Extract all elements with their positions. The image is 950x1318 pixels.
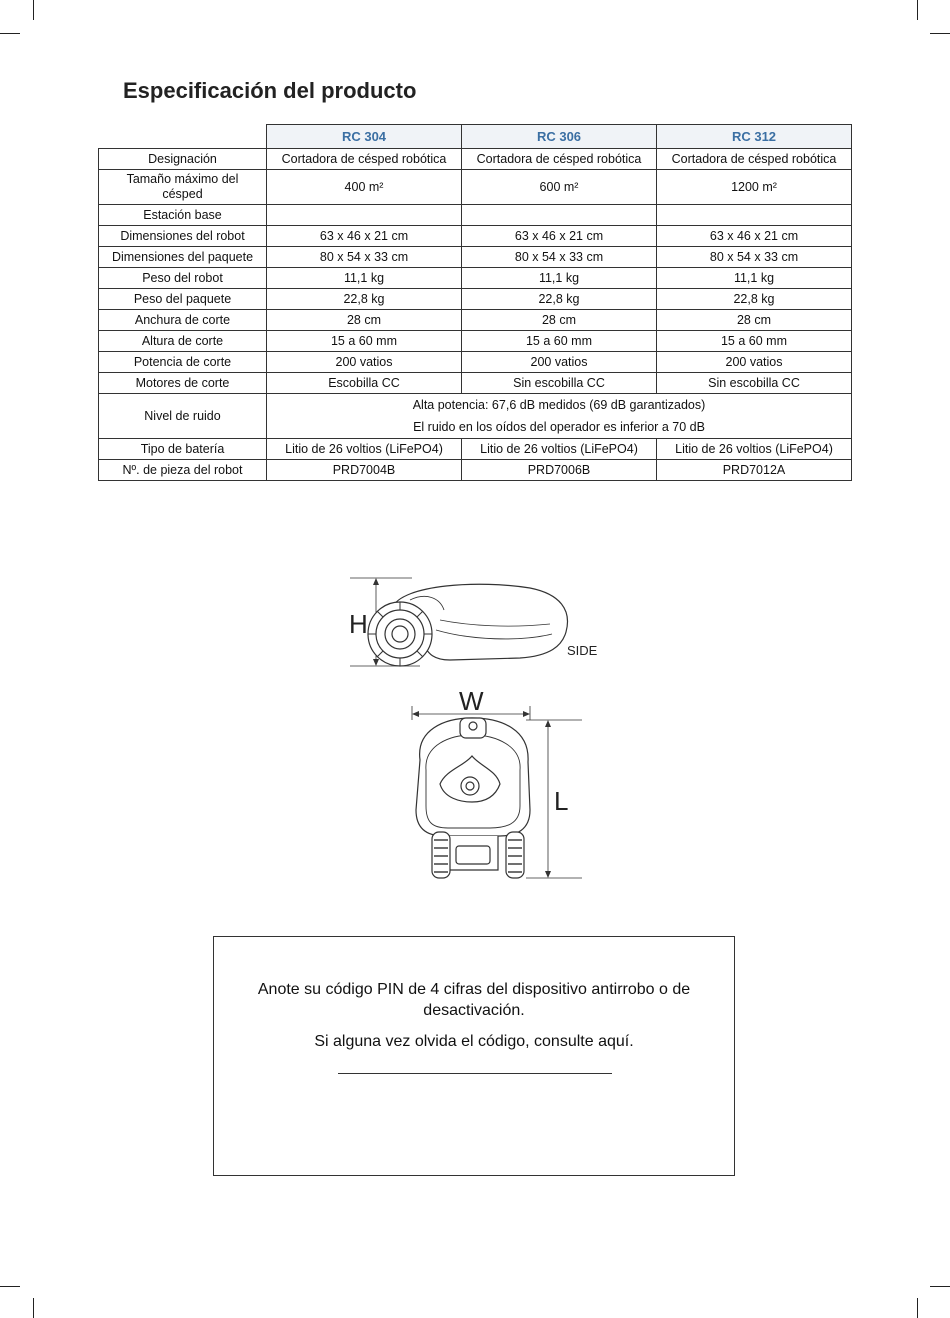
pin-code-box [213, 936, 735, 1176]
spec-row [99, 226, 852, 247]
spec-value: Cortadora de césped robótica [267, 149, 462, 170]
crop-mark-top-right-h [930, 33, 950, 34]
spec-row [99, 289, 852, 310]
noise-value-line-2: El ruido en los oídos del operador es inferior a 70 dB [267, 416, 852, 439]
height-label: H [349, 609, 368, 639]
spec-row [99, 205, 852, 226]
spec-value: Litio de 26 voltios (LiFePO4) [267, 439, 462, 460]
spec-label: Dimensiones del robot [99, 226, 267, 247]
spec-label: Peso del paquete [99, 289, 267, 310]
model-header: RC 304 [267, 125, 462, 149]
crop-mark-bottom-right-h [930, 1286, 950, 1287]
spec-value: 15 a 60 mm [462, 331, 657, 352]
spec-row [99, 310, 852, 331]
spec-row [99, 170, 852, 205]
spec-value: 11,1 kg [657, 268, 852, 289]
spec-value: PRD7004B [267, 460, 462, 481]
spec-value: PRD7012A [657, 460, 852, 481]
spec-label: Tamaño máximo del césped [99, 170, 267, 205]
spec-value: 63 x 46 x 21 cm [657, 226, 852, 247]
spec-value: 200 vatios [462, 352, 657, 373]
spec-value: 15 a 60 mm [657, 331, 852, 352]
spec-label: Estación base [99, 205, 267, 226]
spec-row [99, 247, 852, 268]
spec-label: Motores de corte [99, 373, 267, 394]
spec-value: 11,1 kg [462, 268, 657, 289]
spec-row [99, 352, 852, 373]
spec-label: Tipo de batería [99, 439, 267, 460]
spec-value: 63 x 46 x 21 cm [267, 226, 462, 247]
spec-table [98, 124, 852, 481]
spec-row [99, 373, 852, 394]
spec-value: Litio de 26 voltios (LiFePO4) [657, 439, 852, 460]
spec-label: Nº. de pieza del robot [99, 460, 267, 481]
spec-value: 600 m² [462, 170, 657, 205]
robot-dimension-diagram [340, 570, 610, 890]
spec-value: 80 x 54 x 33 cm [267, 247, 462, 268]
crop-mark-top-left-v [33, 0, 34, 20]
spec-value: 80 x 54 x 33 cm [657, 247, 852, 268]
spec-value: Cortadora de césped robótica [657, 149, 852, 170]
spec-row [99, 268, 852, 289]
crop-mark-bottom-left-h [0, 1286, 20, 1287]
spec-value: 400 m² [267, 170, 462, 205]
width-label: W [459, 686, 484, 716]
page-title: Especificación del producto [123, 78, 417, 103]
noise-row [99, 394, 852, 417]
noise-value-line-1: Alta potencia: 67,6 dB medidos (69 dB garantizados) [267, 394, 852, 417]
spec-value: 11,1 kg [267, 268, 462, 289]
spec-value: 22,8 kg [657, 289, 852, 310]
spec-value: Sin escobilla CC [657, 373, 852, 394]
spec-row [99, 149, 852, 170]
crop-mark-bottom-right-v [917, 1298, 918, 1318]
length-label: L [554, 786, 569, 816]
crop-mark-top-left-h [0, 33, 20, 34]
spec-label: Dimensiones del paquete [99, 247, 267, 268]
spec-row [99, 439, 852, 460]
spec-value [657, 205, 852, 226]
spec-value [267, 205, 462, 226]
spec-value: 1200 m² [657, 170, 852, 205]
spec-value: 15 a 60 mm [267, 331, 462, 352]
spec-label: Designación [99, 149, 267, 170]
side-label: SIDE [567, 643, 598, 658]
pin-instruction: Anote su código PIN de 4 cifras del dispositivo antirrobo o de desactivación. [257, 981, 691, 1019]
side-view [350, 578, 568, 666]
spec-label: Peso del robot [99, 268, 267, 289]
header-blank-cell [99, 125, 267, 149]
spec-value: 200 vatios [657, 352, 852, 373]
spec-value [462, 205, 657, 226]
spec-value: 28 cm [657, 310, 852, 331]
model-header-row [99, 125, 852, 149]
spec-value: Escobilla CC [267, 373, 462, 394]
spec-value: 200 vatios [267, 352, 462, 373]
spec-value: PRD7006B [462, 460, 657, 481]
spec-value: 28 cm [267, 310, 462, 331]
spec-value: 22,8 kg [267, 289, 462, 310]
model-header: RC 312 [657, 125, 852, 149]
spec-label: Anchura de corte [99, 310, 267, 331]
pin-write-line [338, 1073, 612, 1074]
robot-mower-drawing [340, 570, 610, 890]
spec-value: Cortadora de césped robótica [462, 149, 657, 170]
pin-reminder: Si alguna vez olvida el código, consulte aquí. [314, 1033, 634, 1050]
spec-value: 63 x 46 x 21 cm [462, 226, 657, 247]
spec-row [99, 331, 852, 352]
spec-value: 22,8 kg [462, 289, 657, 310]
spec-label: Altura de corte [99, 331, 267, 352]
model-header: RC 306 [462, 125, 657, 149]
spec-row [99, 460, 852, 481]
spec-value: 28 cm [462, 310, 657, 331]
crop-mark-top-right-v [917, 0, 918, 20]
crop-mark-bottom-left-v [33, 1298, 34, 1318]
spec-label: Nivel de ruido [99, 394, 267, 439]
spec-value: Litio de 26 voltios (LiFePO4) [462, 439, 657, 460]
spec-value: 80 x 54 x 33 cm [462, 247, 657, 268]
spec-label: Potencia de corte [99, 352, 267, 373]
spec-value: Sin escobilla CC [462, 373, 657, 394]
